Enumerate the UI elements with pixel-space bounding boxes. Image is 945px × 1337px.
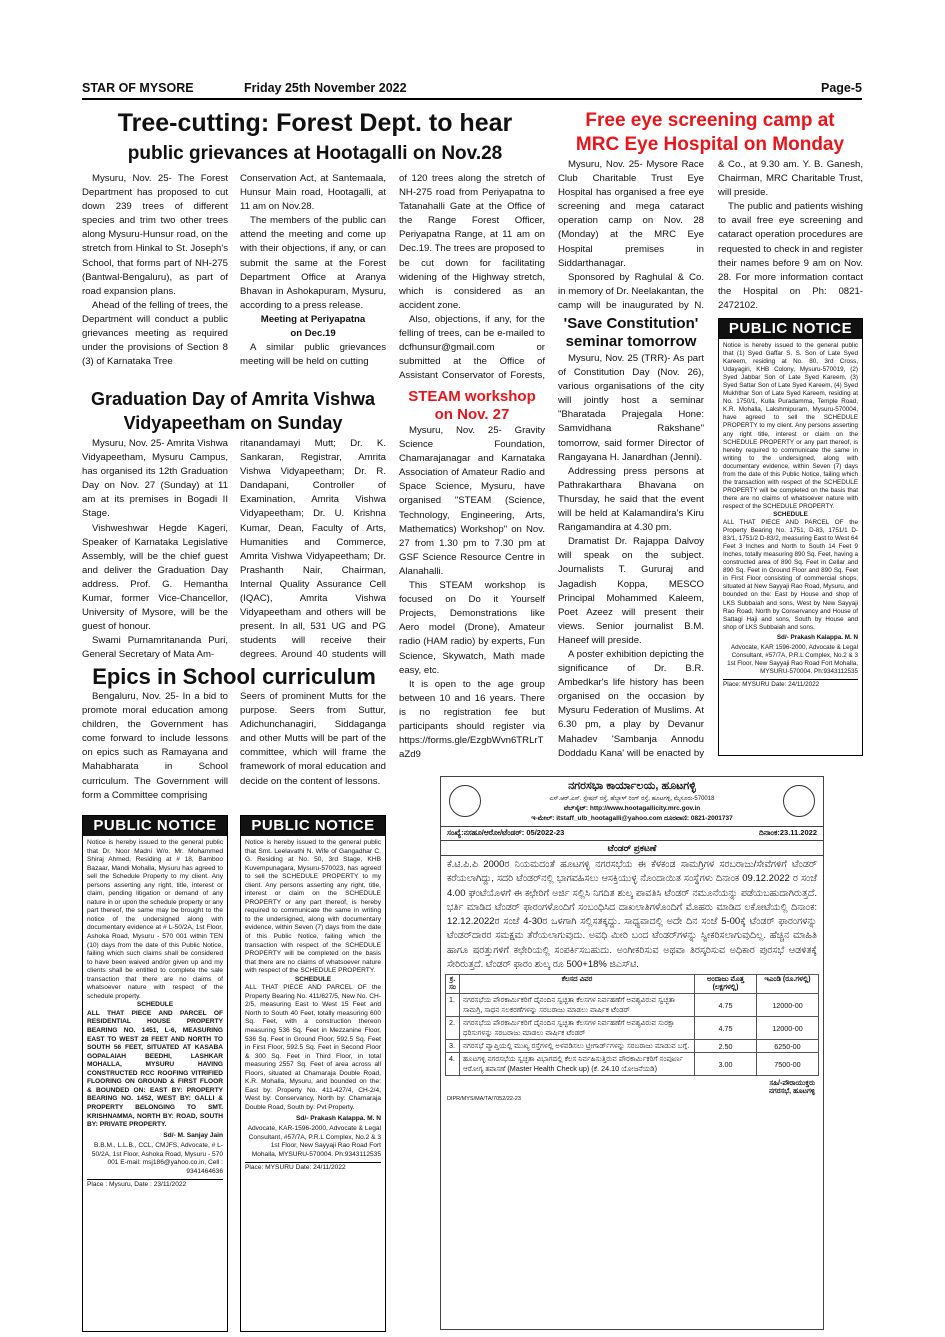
cell: 2.50 [695, 1040, 757, 1053]
paragraph: Vishweshwar Hegde Kageri, Speaker of Karnataka Legislative Assembly, will be the chief guest and deliver the Graduation Day address. Prof. G. Hemantha Kumar, former Vice-Chancellor, University of Mysore, will be the guest of honour. [82, 522, 228, 633]
notice-title: PUBLIC NOTICE [719, 319, 862, 339]
tender-notice [440, 776, 824, 1330]
advocate-address: Advocate, KAR-1596-2000, Advocate & Legal Consultant, #57/7A, P.R.L Complex, No.2 & 3 1st Floor, New Sayyaji Rao Road Fort Mohalla, MYSURU-570004. Ph:9343112535 [247, 1125, 381, 1158]
steam-headline-2: on Nov. 27 [434, 406, 510, 423]
notice-title: PUBLIC NOTICE [83, 816, 227, 836]
notice-body: Notice is hereby issued to the general public that Smt. Leelavathi N. Wife of Gangadhar C. G. Residing at No. 50, 3rd Stage, KHB Kuvempunagara, Mysuru-570023, has agreed to sell the SCHEDULE PROPERTY to my client. Any persons asserting any right, title, interest or claim on the SCHEDULE PROPERTY or any part thereof, is hereby required to communicate the same in writing to the undersigned, along with documentary evidence, within Seven (7) days from the date of this Public Notice, failing which the transaction with respect of the SCHEDULE PROPERTY will be completed on the basis that there are no claims of whatsoever nature with respect of the SCHEDULE PROPERTY. [245, 839, 381, 975]
cell: 12000-00 [757, 994, 819, 1017]
col-header: ಕ್ರ. ಸಂ [446, 975, 460, 994]
eye-headline-1: Free eye screening camp at [585, 110, 835, 131]
advocate-address: B.B.M., L.L.B., CCL, CMJFS, Advocate, # L-50/2A, 1st Floor, Ashoka Road, Mysuru - 570 001 E-mail: msj186@yahoo.co.in, Cell : 9341464636 [91, 1142, 223, 1175]
paragraph: Mysuru, Nov. 25- Gravity Science Foundation, Chamarajanagar and Karnataka Association of Amateur Radio and Space Science, Mysuru, have organised "STEAM (Science, Technology, Engineering, Arts, Mathematics) Workshop" on Nov. 27 from 1.30 pm to 7.30 pm at GSF Science Resource Centre in Alanahalli. [399, 425, 545, 577]
tree-headline-1: Tree-cutting: Forest Dept. to hear [117, 109, 513, 137]
cell: 3.00 [695, 1053, 757, 1076]
cell: ಹೂಟಗಳ್ಳಿ ನಗರಸಭೆಯ ಸ್ವಚ್ಛತಾ ವಿಭಾಗದಲ್ಲಿ ಕೆಲಸ ನಿರ್ವಹಿಸುತ್ತಿರುವ ಪೌರಕಾರ್ಮಿಕರಿಗೆ ಸಂಪೂರ್ಣ ಆರೋಗ್ಯ ತಪಾಸಣೆ (Master Health Check up) (ಕೆ. 24.10 ಯೋಜನೆಯಡಿ) [460, 1053, 695, 1076]
schedule-heading: SCHEDULE [773, 510, 808, 518]
grad-headline-2: Vidyapeetham on Sunday [123, 413, 343, 433]
paragraph: Mysuru, Nov. 25 (TRR)- As part of Constitution Day (Nov. 26), various organisations of the city will jointly host a seminar "Bharatada Prajegala Hone: Samvidhana Rakshane" tomorrow, said former Director of Rangayana H. Janardhan (Jenni). [558, 353, 704, 463]
paragraph: A similar public grievances meeting will be held on cutting [240, 342, 386, 368]
schedule-body: ALL THAT PIECE AND PARCEL OF the Property Bearing No. 1751, D-83, 1751/1 D-83/1, 1751/2 D-83/2, measuring East to West 64 Feet 3 Inches and North to South 14 Feet 9 Inches, totally measuring 890 Sq. Feet, having a constructed area of 890 Sq. Feet in Cellar and 890 Sq. Feet in Ground Floor and 890 Sq. Feet in First Floor consisting of commercial shops, situated at New Sayyaji Rao Road, Mysuru, and bounded on the: East by House and shop of LKS Subbaiah and sons, West by New Sayyaji Rao Road, North by Conservancy and House of Sattagi Haji and sons, South by House and shop of LKS Subbaiah and sons. [723, 519, 858, 631]
office-name: ನಗರಸಭಾ ಕಾರ್ಯಾಲಯ, ಹೂಟಗಳ್ಳಿ [568, 780, 696, 792]
notice-title: PUBLIC NOTICE [241, 816, 385, 836]
paragraph: Mysuru, Nov. 25- Amrita Vishwa Vidyapeetham, Mysuru Campus, has organised its 12th Graduation Day on Nov. 27 (Sunday) at 11 am at its premises in Bogadi II Stage. [82, 438, 228, 520]
paragraph: ritanandamayi Mutt; Dr. K. Sankaran, Registrar, Amrita Vishwa Vidyapeetham; Dr. R. Dandapani, Controller of Examination, Amrita Vishwa Vidyapeetham; Dr. U. Krishna Kumar, Dean, Faculty of Arts, Humanities and Commerce, Amrita Vishwa Vidyapeetham; Dr. Prashanth Nair, Chairman, Internal Quality Assurance Cell (IQAC), Amrita Vishwa Vidyapeetham and others will be present. In all, 531 UG and PG students will receive their degrees. Around 40 students will [240, 438, 386, 661]
emblem-icon [449, 785, 481, 817]
cell: 7500-00 [757, 1053, 819, 1076]
paragraph: Dramatist Dr. Rajappa Dalvoy will speak on the subject. Journalists T. Gururaj and Jagadish Koppa, MESCO Principal Mohammed Kaleem, Poet Azeez will present their views. Senior journalist B.M. Haneef will preside. [558, 536, 704, 646]
schedule-heading: SCHEDULE [136, 1001, 174, 1009]
tree-col-3 [399, 172, 545, 384]
paragraph: Bengaluru, Nov. 25- In a bid to promote moral education among children, the Government has come forward to include lessons on epics such as Ramayana and Mahabharata in School curriculum. The Government will form a Committee comprising [82, 691, 228, 801]
grad-headline-1: Graduation Day of Amrita Vishwa [90, 389, 376, 409]
col-header: ಕೆಲಸದ ವಿವರ [460, 975, 695, 994]
tender-header [441, 777, 823, 827]
public-notice-middle [240, 815, 386, 1332]
cell: 4.75 [695, 994, 757, 1017]
paragraph: Conservation Act, at Santemaala, Hunsur Main road, Hootagalli, at 11 am on Nov.28. [240, 173, 386, 213]
col-header: ಇಎಂಡಿ (ರೂ.ಗಳಲ್ಲಿ) [757, 975, 819, 994]
reference-bar [441, 827, 823, 841]
public-notice-right [718, 318, 863, 756]
advocate-name: Sd/- Prakash Kalappa. M. N [295, 1114, 381, 1122]
eye-col-2 [718, 158, 863, 312]
paragraph: Ahead of the felling of trees, the Department will conduct a public grievances meeting as required under the provisions of Section 8 (3) of Karnataka Tree [82, 299, 228, 368]
epics-col-2 [240, 690, 386, 806]
paragraph: The public and patients wishing to avail free eye screening and cataract operation procedures are requested to check in and register their names before 9 am on Nov. 28. For more information contact the Hospital on Ph: 0821-2472102. [718, 201, 863, 311]
table-row [446, 1017, 819, 1040]
cell: 12000-00 [757, 1017, 819, 1040]
paragraph: & Co., at 9.30 am. Y. B. Ganesh, Chairman, MRC Charitable Trust, will preside. [718, 159, 863, 199]
paragraph: Also, objections, if any, for the felling of trees, can be e-mailed to dcfhunsur@gmail.com or submitted at the Office of Assistant Conservator of Forests, [399, 313, 545, 382]
table-row [446, 1053, 819, 1076]
signatory-office: ನಗರಸಭೆ, ಹೂಟಗಳ್ಳಿ [769, 1088, 815, 1096]
tender-date: ದಿನಾಂಕ:23.11.2022 [759, 828, 817, 837]
cell: 2. [446, 1017, 460, 1040]
office-address: ಎಸ್.ಆರ್.ಎಸ್. ಸ್ಟೇಷನ್ ರಸ್ತೆ, ಹೆಬ್ಬಾಳ್ ರಿಂಗ್ ರಸ್ತೆ, ಹೂಟಗಳ್ಳಿ, ಮೈಸೂರು-570018 [549, 796, 715, 802]
page-header [82, 78, 862, 100]
reference-number: ಸಂಖ್ಯೆ:ನಸಹೂ/ಆರೋ/ಟೆಂಡರ್: 05/2022-23 [447, 828, 565, 837]
advocate-name: Sd/- Prakash Kalappa. M. N [776, 633, 858, 641]
cell: ನಗರಸಭೆ ವ್ಯಾಪ್ತಿಯಲ್ಲಿ ಮುಖ್ಯ ರಸ್ತೆಗಳಲ್ಲಿ ಅಳವಡಿಸಲು ಟ್ರೀಗಾರ್ಡ್‌ಗಳನ್ನು ಸರಬರಾಜು ಮಾಡುವ ಬಗ್ಗೆ. [460, 1040, 695, 1053]
const-col [558, 352, 704, 762]
paragraph: Addressing press persons at Pathrakarthara Bhavana on Thursday, he said that the event will be held at Kalamandira's Kiru Rangamandira at 4.30 pm. [558, 465, 704, 534]
eye-col-1 [558, 158, 704, 312]
paragraph: A poster exhibition depicting the significance of Dr. B.R. Ambedkar's life history has been organised on the occasion by Mysuru Federation of Muslims. At 6.30 pm, a play by Devanur Mahadev 'Sambanja Annodu Doddadu Kana' will be enacted by [558, 648, 704, 759]
paragraph: of 120 trees along the stretch of NH-275 road from Periyapatna to Tatanahalli Gate at the Office of the Range Forest Officer, Periyapatna Range, at 11 am on Dec.19. The trees are proposed to be cut down for facilitating widening of the Highway stretch, which is considered as an accident zone. [399, 173, 545, 311]
cell: 4. [446, 1053, 460, 1076]
paragraph: The members of the public can attend the meeting and come up with their objections, if any, or can submit the same at the Forest Department Office at Aranya Bhavan in Ashokapuram, Mysuru, according to a press release. [240, 215, 386, 311]
cell: 1. [446, 994, 460, 1017]
place-date: Place: MYSURU Date: 24/11/2022 [723, 679, 858, 689]
page-number: Page-5 [821, 81, 862, 95]
paragraph: Mysuru, Nov. 25- Mysore Race Club Charitable Trust Eye Hospital has organised a free eye screening and mega cataract operation camp on Nov. 28 (Monday) at the MRC Eye Hospital premises in Siddarthanagar. [558, 159, 704, 269]
tree-col-2 [240, 172, 386, 384]
schedule-body: ALL THAT PIECE AND PARCEL OF the Property Bearing No. 411/627/5, New No. CH-2/5, measuring East to West 15 Feet and North to South 40 Feet, totally measuring 600 Sq. Feet, with a construction thereon measuring 536 Sq. Feet in Mezzanine Floor, 536 Sq. Feet in Ground Floor, 592.5 Sq. Feet in First Floor, 592.5 Sq. Feet in Second Floor & 300 Sq. Feet in Third Floor, in total measuring 2557 Sq. Feet of area across all Floors, situated at Chamaraja Double Road, K.R. Mohalla, Mysuru, and bounded on the: East by: Property No. 411-427/4, CH-2/4, West by: Conservancy, North by: Chamaraja Double Road, South by: Pvt Property. [245, 984, 381, 1111]
public-notice-left [82, 815, 228, 1332]
tree-col-1 [82, 172, 228, 384]
paragraph: It is open to the age group between 10 and 16 years. There is no registration fee but participants should register via https://forms.gle/EzgbWvn6TRLrTaZd9 [399, 678, 545, 760]
paragraph: This STEAM workshop is focused on Do it Yourself Projects, Demonstrations like Aero model (Drone), Amateur radio (HAM radio) by experts, Fun Science, Skywatch, Math made easy, etc. [399, 580, 545, 676]
tender-table [445, 974, 819, 1076]
schedule-body: ALL THAT PIECE AND PARCEL OF RESIDENTIAL HOUSE PROPERTY BEARING NO. 1451, L-6, MEASURING EAST TO WEST 28 FEET AND NORTH TO SOUTH 56 FEET, SITUATED AT KASABA GOPALAIAH BEEDHI, LASHKAR MOHALLA, MYSURU HAVING CONSTRUCTED RCC ROOFING VITRIFIED FLOORING ON GROUND & FIRST FLOOR & BOUNDED ON: EAST BY: PROPERTY BEARING NO. 1452, WEST BY: GALLI & PROPERTY BELONGING TO SMT. KRISHNAMMA, NORTH BY: ROAD, SOUTH BY: PRIVATE PROPERTY. [87, 1009, 223, 1129]
cell: ನಗರಸಭೆಯ ಪೌರಕಾರ್ಮಿಕರಿಗೆ ದೈನಂದಿನ ಸ್ವಚ್ಛತಾ ಕೆಲಸಗಳ ನಿರ್ವಹಣೆಗೆ ಅವಶ್ಯವಿರುವ ಸುರಕ್ಷಾ ಧರಿಸುಗಳನ್ನು ಸರಬರಾಜು ಮಾಡಲು ವಾರ್ಷಿಕ ಟೆಂಡರ್ [460, 1017, 695, 1040]
issue-date: Friday 25th November 2022 [244, 81, 407, 95]
cell: 6250-00 [757, 1040, 819, 1053]
cell: 4.75 [695, 1017, 757, 1040]
epics-col-1 [82, 690, 228, 806]
logo-icon [783, 785, 815, 817]
office-email: ಇ-ಮೇಲ್: itstaff_ulb_hootagalli@yahoo.com ದೂರವಾಣಿ: 0821-2001737 [531, 815, 733, 822]
place-date: Place : Mysuru, Date : 23/11/2022 [87, 1179, 223, 1190]
schedule-heading: SCHEDULE [294, 975, 332, 983]
steam-headline-1: STEAM workshop [408, 388, 536, 405]
tender-text: ಕೆ.ಟಿ.ಪಿ.ಪಿ 2000ರ ನಿಯಮದಂತೆ ಹೂಟಗಳ್ಳಿ ನಗರಸಭೆಯ ಈ ಕೆಳಕಂಡ ಸಾಮಗ್ರಿಗಳ ಸರಬರಾಜು/ಸೇವೆಗಳಿಗೆ ಟೆಂಡರ್ ಕರೆಯಲಾಗಿದ್ದು, ಸದರಿ ಟೆಂಡರ್‌ನಲ್ಲಿ ಭಾಗವಹಿಸಲು ಆಸಕ್ತಿಯುಳ್ಳ ನೊಂದಾಯಿತ ಸಂಸ್ಥೆಗಳು ದಿನಾಂಕ 09.12.2022 ರ ಸಂಜೆ 4.00 ಘಂಟೆಯೊಳಗೆ ಈ ಕಛೇರಿಗೆ ಅರ್ಜಿ ಸಲ್ಲಿಸಿ ನಿಗದಿತ ಶುಲ್ಕ ಪಾವತಿಸಿ ಟೆಂಡರ್ ನಮೂನೆಯನ್ನು ಪಡೆಯಬಹುದಾಗಿರುತ್ತದೆ. ಭರ್ತಿ ಮಾಡಿದ ಟೆಂಡರ್ ಫಾರಂಗಳೊಂದಿಗೆ ಸಂಬಂಧಿಸಿದ ದಾಖಲಾತಿಗಳೊಂದಿಗೆ ಮೊಹರು ಮಾಡಿದ ಲಕೋಟೆಯಲ್ಲಿ ದಿನಾಂಕ: 12.12.2022ರ ಸಂಜೆ 4-30ರ ಒಳಗಾಗಿ ಸಲ್ಲಿಸತಕ್ಕದ್ದು. ಸಾಧ್ಯವಾದಲ್ಲಿ ಅದೇ ದಿನ ಸಂಜೆ 5-00ಕ್ಕೆ ಟೆಂಡರ್ ಫಾರಂಗಳನ್ನು ಟೆಂಡರ್‌ದಾರರ ಸಮಕ್ಷಮ ತೆರೆಯಲಾಗುವುದು. ಅವಧಿ ಮೀರಿ ಬಂದ ಟೆಂಡರ್‌ಗಳನ್ನು ಸ್ವೀಕರಿಸಲಾಗುವುದಿಲ್ಲ. ಹೆಚ್ಚಿನ ಮಾಹಿತಿ ಹಾಗೂ ಷರತ್ತುಗಳಿಗೆ ಕಛೇರಿಯಲ್ಲಿ ಸಂಪರ್ಕಿಸಬಹುದು. ಅಂಗೀಕರಿಸುವ ಅಥವಾ ತಿರಸ್ಕರಿಸುವ ಅಧಿಕಾರ ಪುರಸಭೆ ಆಡಳಿತಕ್ಕೆ ಸೇರಿರುತ್ತದೆ. ಟೆಂಡರ್ ಫಾರಂ ಶುಲ್ಕ ರೂ 500+18% ಜಿಎಸ್‌ಟಿ. [447, 859, 817, 971]
notice-body: Notice is hereby issued to the general public that (1) Syed Gaffar S. S. Son of Late Syed Kareem, residing at No. 80, 3rd Cross, Udayagiri, KHB Colony, Mysuru-570019, (2) Syed Jabbar Son of Late Syed Kareem, (3) Syed Sattar Son of Late Syed Kareem, (4) Syed Mukhthar Son of Late Syed Kareem, residing at No. 1750/1, Kulla Puradamma, Temple Road, K.R. Mohalla, Lakshmipuram, Mysuru-570004, have agreed to sell the SCHEDULE PROPERTY to my client. Any persons asserting any right title, interest or claim on the SCHEDULE PROPERTY or any part thereof, is hereby required to communicate the same in writing to the undersigned, along with documentary evidence, within Seven (7) days from the date of this Public Notice, failing which the transaction with respect of the SCHEDULE PROPERTY will be completed on the basis that there are no claims of whatsoever nature with respect of the SCHEDULE PROPERTY. [723, 342, 858, 510]
paragraph: Mysuru, Nov. 25- The Forest Department has proposed to cut down 239 trees of different species and trim two other trees along Mysuru-Hunsur road, on the stretch from Hinkal to St. Joseph's School, that forms part of NH-275 (Bantwal-Bengaluru), as part of road expansion plans. [82, 173, 228, 297]
cell: 3. [446, 1040, 460, 1053]
col-header: ಅಂದಾಜು ಮೊತ್ತ (ಲಕ್ಷಗಳಲ್ಲಿ) [695, 975, 757, 994]
const-headline-1: 'Save Constitution' [563, 315, 699, 332]
tender-title: ಟೆಂಡರ್ ಪ್ರಕಟಣೆ [441, 841, 823, 856]
subheading: Meeting at Periyapatna on Dec.19 [260, 313, 366, 340]
cell: ನಗರಸಭೆಯ ಪೌರಕಾರ್ಮಿಕರಿಗೆ ದೈನಂದಿನ ಸ್ವಚ್ಛತಾ ಕೆಲಸಗಳ ನಿರ್ವಹಣೆಗೆ ಅವಶ್ಯವಿರುವ ಸ್ವಚ್ಛತಾ ಸಾಮಗ್ರಿ, ಸಾಧನ ಸಲಕರಣೆಗಳನ್ನು ಸರಬರಾಜು ಮಾಡಲು ವಾರ್ಷಿಕ ಟೆಂಡರ್ [460, 994, 695, 1017]
steam-col [399, 424, 545, 760]
place-date: Place: MYSURU Date: 24/11/2022 [245, 1162, 381, 1173]
signatory: ಸಹಿ/-ಪೌರಾಯುಕ್ತರು [769, 1080, 815, 1088]
table-row [446, 994, 819, 1017]
paragraph: Sponsored by Raghulal & Co. in memory of Dr. Neelakantan, the camp will be inaugurated by N. [558, 271, 704, 311]
paragraph: Swami Purnamritananda Puri, General Secretary of Mata Am- [82, 635, 228, 661]
paragraph: Seers of prominent Mutts for the purpose. Seers from Suttur, Adichunchanagiri, Siddaganga and other Mutts will be part of the committee, which will frame the framework of moral education and decide on the content of lessons. [240, 691, 386, 787]
epics-headline: Epics in School curriculum [92, 664, 376, 689]
grad-col-2 [240, 437, 386, 663]
paper-name: STAR OF MYSORE [82, 81, 194, 95]
tree-headline-2: public grievances at Hootagalli on Nov.28 [127, 143, 503, 164]
office-website: ವೆಬ್‌ಸೈಟ್: http://www.hootagallicity.mrc.gov.in [563, 805, 701, 812]
table-row [446, 1040, 819, 1053]
eye-headline-2: MRC Eye Hospital on Monday [575, 134, 845, 155]
grad-col-1 [82, 437, 228, 663]
notice-body: Notice is hereby issued to the general public that Dr. Noor Madni W/o. Mr. Mohammed Shiraj Ahmed, Residing at # 18, Bamboo Bazaar, Mandi Mohalla, Mysuru has agreed to sell the Schedule Property to my client. Any persons asserting any right, title, interest or claim, pending litigation or demand of any nature in or upon the schedule property or any part thereof, the same may be brought to the notice of the undersigned along with documentary evidence at # L-50/2A, 1st Floor, Ashoka Road, Mysuru - 570 001 within TEN (10) days from the date of this Public Notice, failing which such claims shall be considered to have been waived and/or given up and my clients shall be entitled to complete the sale transaction that there are no claims of whatsoever nature with respect of the schedule property. [87, 839, 223, 1000]
const-headline-2: seminar tomorrow [565, 333, 697, 350]
dipr-code: DIPR/MYS/MA/TA/7052/22-23 [447, 1096, 521, 1103]
advocate-address: Advocate, KAR 1596-2000, Advocate & Legal Consultant, #57/7A, P.R.L Complex, No.2 & 3 1st Floor, New Sayyaji Rao Road Fort Mohalla, MYSURU-570004. Ph:9343112535 [727, 643, 858, 675]
advocate-name: Sd/- M. Sanjay Jain [163, 1131, 223, 1139]
